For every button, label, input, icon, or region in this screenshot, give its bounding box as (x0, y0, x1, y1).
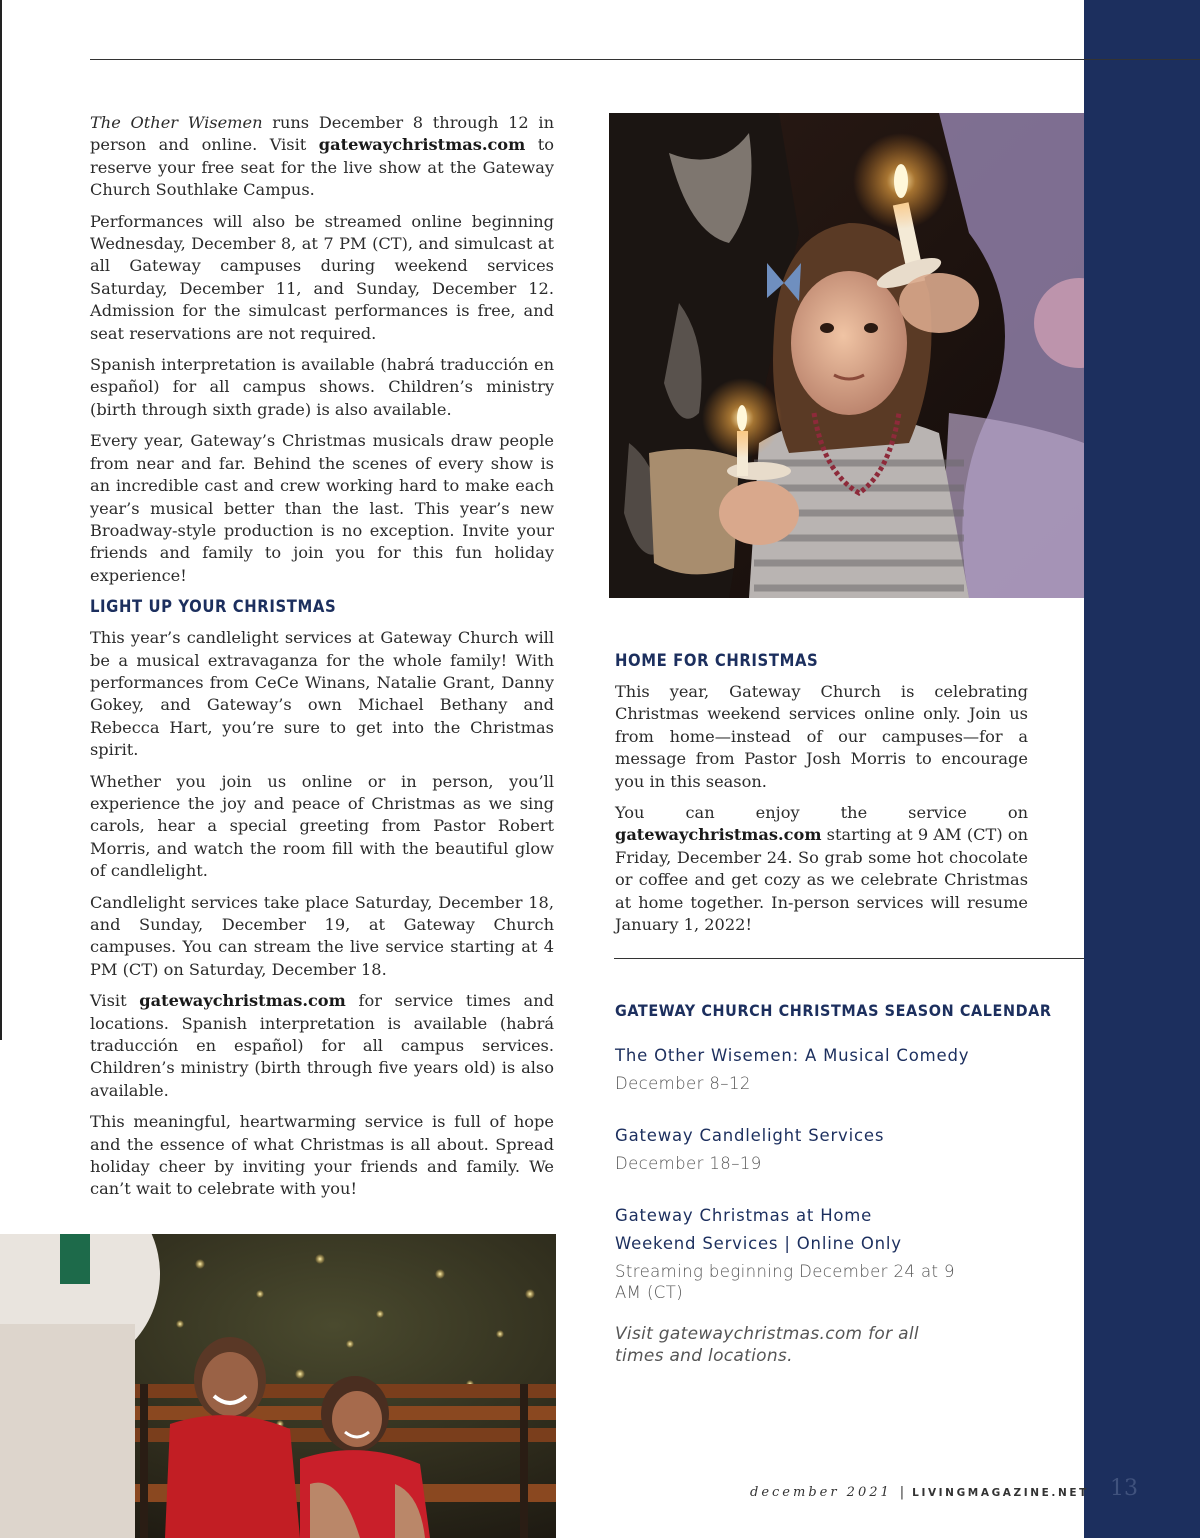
paragraph-8 (90, 990, 554, 1102)
calendar-event-name: The Other Wisemen: A Musical Comedy (615, 1046, 970, 1065)
paragraph-6: Whether you join us online or in person, you’ll experience the joy and peace of Christmas as we sing carols, hear a special greeting from Pastor Robert Morris, and watch the room fill with the beautiful glow of candlelight. (90, 771, 554, 881)
right-paragraph-1: This year, Gateway Church is celebrating Christmas weekend services online only. Join us from home—instead of our campuses—for a message from Pastor Josh Morris to encourage you in this season. (615, 682, 1028, 791)
calendar-title: GATEWAY CHURCH CHRISTMAS SEASON CALENDAR (615, 1001, 1052, 1020)
left-edge-line (0, 0, 2, 1040)
text-run: for service times and locations. Spanish interpretation is available (habrá traducción en español) for all campus services. Children’s ministry (birth through five years old) is also available. (90, 991, 554, 1100)
navy-side-bar (1084, 0, 1200, 1538)
paragraph-1 (90, 112, 554, 202)
text-run: starting at 9 AM (CT) on Friday, December 24. So grab some hot chocolate or coffee and get cozy as we celebrate Christmas at home together. In-person services will resume January 1, 2022! (615, 825, 1028, 935)
calendar-event-date: December 8–12 (615, 1074, 751, 1093)
calendar-event-date: Streaming beginning December 24 at 9 AM (CT) (615, 1262, 955, 1302)
section-heading-light-up: LIGHT UP YOUR CHRISTMAS (90, 597, 337, 617)
section-heading-home: HOME FOR CHRISTMAS (615, 651, 819, 670)
article-right-column (615, 650, 1028, 936)
text-run: Visit (90, 991, 140, 1011)
right-paragraph-2 (615, 802, 1028, 936)
website-link[interactable]: gatewaychristmas.com (139, 991, 346, 1011)
candlelight-girl-photo (609, 113, 1084, 598)
calendar-note: Visit gatewaychristmas.com for all times and locations. (615, 1324, 919, 1366)
calendar-item (615, 1042, 1075, 1094)
text-run: runs December 8 through 12 in person and online. Visit (90, 113, 554, 155)
paragraph-2: Performances will also be streamed online beginning Wednesday, December 8, at 7 PM (CT), and simulcast at all Gateway campuses during weekend services Saturday, December 11, and Sunday, December 12. Admission for the simulcast performances is free, and seat reservations are not required. (90, 211, 554, 343)
paragraph-4: Every year, Gateway’s Christmas musicals draw people from near and far. Behind the scenes of every show is an incredible cast and crew working hard to make each year’s musical better than the last. This year’s new Broadway-style production is no exception. Invite your friends and family to join you for this fun holiday experience! (90, 431, 554, 585)
paragraph-3: Spanish interpretation is available (habrá traducción en español) for all campus shows. Children’s ministry (birth through sixth grade) is also available. (90, 355, 554, 419)
christmas-calendar (615, 1000, 1075, 1367)
text-run: to reserve your free seat for the live show at the Gateway Church Southlake Campus. (90, 135, 554, 200)
show-title: The Other Wisemen (90, 113, 263, 132)
paragraph-9: This meaningful, heartwarming service is full of hope and the essence of what Christmas is all about. Spread holiday cheer by inviting your friends and family. We can’t wait to celebrate with you! (90, 1112, 554, 1199)
top-rule (90, 59, 1200, 60)
issue-date: december 2021 (750, 1485, 892, 1500)
paragraph-5: This year’s candlelight services at Gateway Church will be a musical extravaganza for the whole family! With performances from CeCe Winans, Natalie Grant, Danny Gokey, and Gateway’s own Michael Bethany and Rebecca Hart, you’re sure to get into the Christmas spirit. (90, 628, 554, 760)
website-link[interactable]: gatewaychristmas.com (318, 135, 526, 155)
calendar-item (615, 1202, 1075, 1303)
calendar-divider (614, 958, 1084, 959)
calendar-event-name: Gateway Christmas at Home Weekend Services | Online Only (615, 1206, 902, 1253)
footer-separator: | (899, 1485, 905, 1500)
magazine-website[interactable]: LIVINGMAGAZINE.NET (912, 1487, 1089, 1499)
calendar-event-date: December 18–19 (615, 1154, 762, 1173)
calendar-item (615, 1122, 1075, 1174)
kids-on-bench-photo (0, 1234, 556, 1538)
paragraph-7: Candlelight services take place Saturday, December 18, and Sunday, December 19, at Gateway Church campuses. You can stream the live service starting at 4 PM (CT) on Saturday, December 18. (90, 892, 554, 979)
website-link[interactable]: gatewaychristmas.com (615, 825, 822, 845)
page-footer (750, 1485, 1089, 1505)
text-run: You can enjoy the service on (615, 803, 1028, 823)
article-left-column (90, 112, 554, 1201)
calendar-event-name: Gateway Candlelight Services (615, 1126, 885, 1145)
page-number: 13 (1110, 1476, 1138, 1501)
